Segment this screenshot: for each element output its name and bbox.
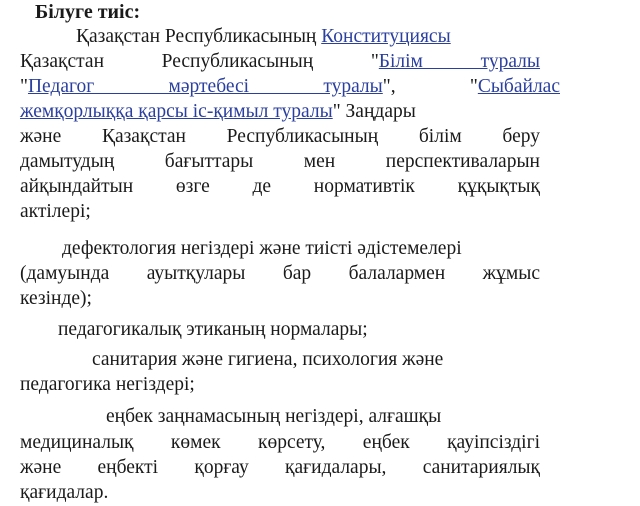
paragraph-labor-line: еңбек заңнамасының негіздері, алғашқы [106, 406, 442, 427]
link-constitution[interactable]: Конституциясы [321, 26, 451, 47]
text-fragment: Қазақстан Республикасының [76, 26, 322, 47]
link-education-law[interactable]: Білім туралы [378, 51, 541, 72]
paragraph-constitution-line [76, 25, 596, 50]
text-fragment: " [20, 76, 28, 97]
text-fragment: Қазақстан Республикасының " [20, 51, 379, 72]
paragraph-line: айқындайтын өзге де нормативтік құқықтық [20, 176, 540, 197]
link-anticorruption-law-cont[interactable]: жемқорлыққа қарсы іс-қимыл туралы [20, 101, 333, 122]
paragraph-line: қағидалар. [20, 482, 109, 503]
text-fragment: " Заңдары [332, 101, 416, 122]
paragraph-defectology-line: дефектология негіздері және тиісті әдістемелері [62, 238, 462, 259]
paragraph-line: дамытудың бағыттары мен перспективаларын [20, 151, 540, 172]
paragraph-line: педагогика негіздері; [20, 374, 195, 395]
paragraph-line: (дамуында ауытқулары бар балалармен жұмыс [20, 263, 540, 284]
paragraph-line: медициналық көмек көрсету, еңбек қауіпсіздігі [20, 432, 540, 453]
paragraph-line: және Қазақстан Республикасының білім беру [20, 126, 540, 147]
text-fragment: ", " [382, 76, 478, 97]
paragraph-line: кезінде); [20, 288, 92, 309]
paragraph-line [20, 50, 540, 75]
paragraph-line: және еңбекті қорғау қағидалары, санитариялық [20, 457, 540, 478]
paragraph-ethics-line: педагогикалық этиканың нормалары; [58, 319, 368, 340]
paragraph-line [20, 100, 540, 125]
paragraph-line: актілері; [20, 201, 91, 222]
paragraph-sanitary-line: санитария және гигиена, психология және [92, 349, 444, 370]
section-heading: Білуге тиіс: [35, 1, 141, 23]
paragraph-line [20, 75, 560, 100]
link-anticorruption-law[interactable]: Сыбайлас [477, 76, 560, 97]
link-teacher-status-law[interactable]: Педагог мәртебесі туралы [27, 76, 383, 97]
